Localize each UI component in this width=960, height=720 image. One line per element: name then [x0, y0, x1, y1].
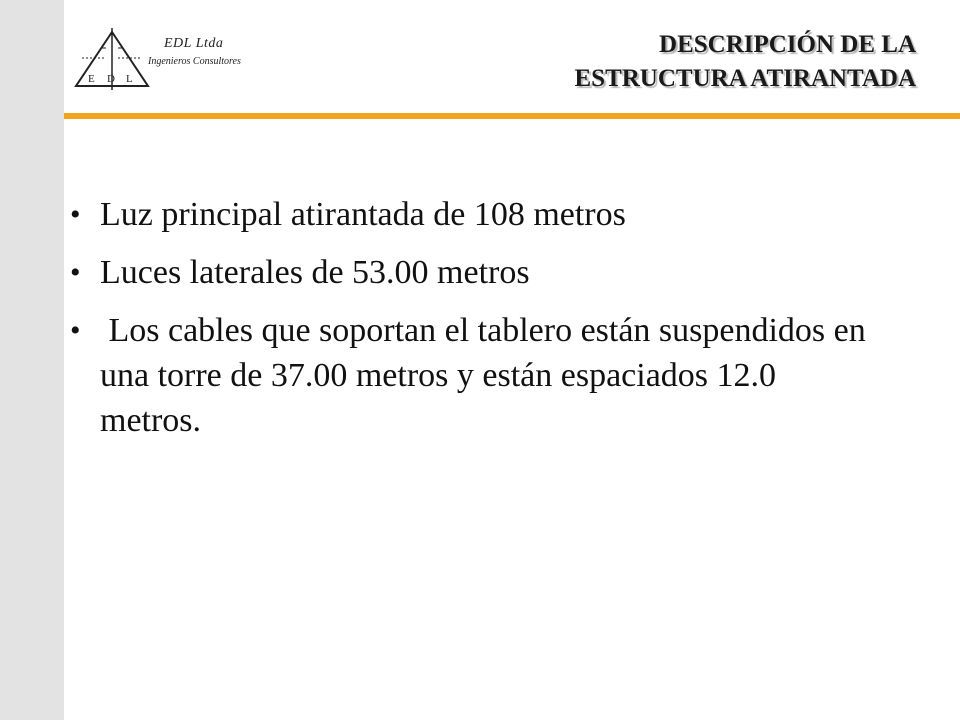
left-sidebar-bar [0, 0, 64, 720]
logo-letter-d: D [107, 73, 115, 85]
title-line-2: ESTRUCTURA ATIRANTADA [574, 65, 916, 92]
page-title [356, 28, 916, 96]
bullet-icon: • [70, 256, 81, 289]
bullet-item [64, 250, 884, 295]
bullet-item [64, 308, 884, 443]
bullet-text: Luz principal atirantada de 108 metros [100, 196, 626, 233]
bullet-icon: • [70, 314, 81, 347]
logo-letter-e: E [88, 73, 95, 85]
header-accent-line [64, 113, 960, 119]
bullet-icon: • [70, 198, 81, 231]
bullet-text: Luces laterales de 53.00 metros [100, 254, 530, 291]
company-logo [72, 26, 272, 94]
title-line-1: DESCRIPCIÓN DE LA [659, 31, 916, 58]
logo-tagline: Ingenieros Consultores [148, 56, 241, 67]
bullet-text: Los cables que soportan el tablero están suspendidos en una torre de 37.00 metros y están espaciados 12.0 metros. [100, 312, 875, 439]
logo-company-name: EDL Ltda [164, 36, 224, 51]
bullet-list [64, 192, 884, 456]
logo-letter-l: L [126, 73, 133, 85]
bullet-item [64, 192, 884, 237]
